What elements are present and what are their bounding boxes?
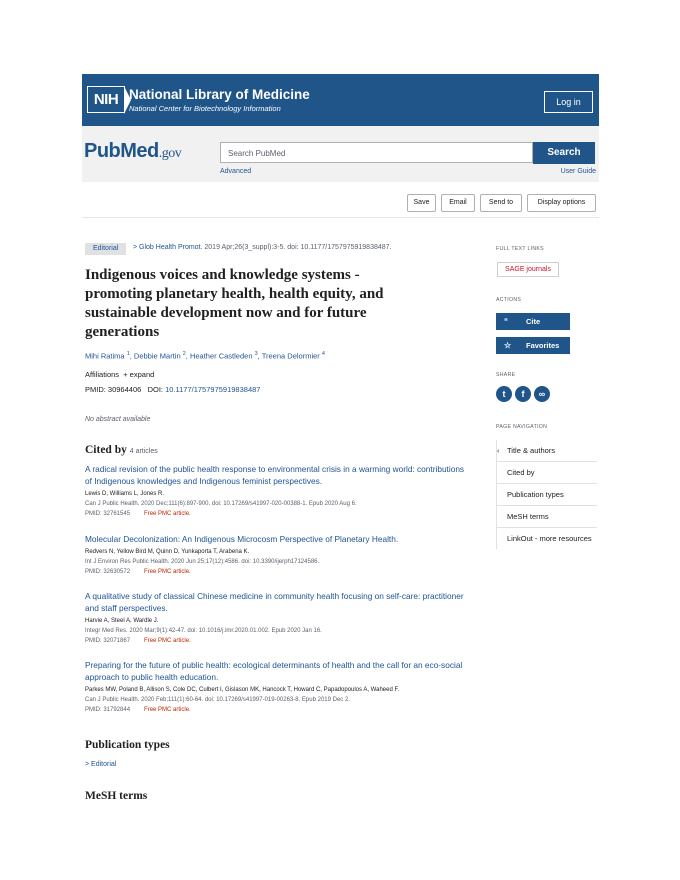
identifiers (85, 385, 260, 394)
cited-article-pmid: PMID: 32761545 (85, 511, 131, 517)
search-button[interactable]: Search (533, 142, 595, 164)
cited-article-reference: Can J Public Health. 2020 Feb;111(1):60-64. doi: 10.17269/s41997-019-00263-8. Epub 2019 Dec 2. (85, 697, 350, 703)
sage-journals-link[interactable]: SAGE journals (497, 262, 559, 277)
cited-by-title: Cited by (85, 444, 127, 456)
twitter-icon[interactable]: t (496, 386, 512, 402)
nav-label: Title & authors (507, 446, 556, 455)
author-link[interactable]: Treena Delormier (261, 351, 320, 361)
publication-type-link[interactable]: > Editorial (85, 761, 117, 768)
nav-publication-types[interactable] (497, 484, 597, 506)
cited-article-title[interactable]: A radical revision of the public health response to environmental crisis in a warming world: contributions of Indigenous knowledges and Indigenous feminist perspectives. (85, 464, 465, 486)
cited-article-authors: Harvie A, Steel A, Wardle J. (85, 618, 159, 624)
author-affiliation-number[interactable]: 2 (182, 351, 186, 357)
email-button[interactable]: Email (441, 194, 475, 212)
page-navigation (496, 440, 597, 549)
cited-article-pmid-row (85, 636, 465, 646)
cited-article-reference: Int J Environ Res Public Health. 2020 Jun 25;17(12):4586. doi: 10.3390/ijerph17124586. (85, 559, 320, 565)
favorites-button[interactable] (496, 337, 570, 354)
cited-article-title[interactable]: Preparing for the future of public health: ecological determinants of health and the call for an eco-social approach to public health education. (85, 660, 463, 682)
user-guide-link[interactable]: User Guide (560, 168, 596, 175)
permalink-icon[interactable]: ∞ (534, 386, 550, 402)
journal-link[interactable]: > Glob Health Promot. (133, 244, 203, 251)
doi-label: DOI: (147, 385, 163, 394)
cited-article (85, 533, 465, 577)
author-list: Mihi Ratima $^1$, Debbie Martin $^2$, Heather Castleden $^3$, Treena Delormier $^4$ (85, 351, 325, 361)
nih-header (82, 74, 599, 126)
pubmed-search-bar (82, 126, 599, 182)
cited-article-reference: Can J Public Health. 2020 Dec;111(6):897-900. doi: 10.17269/s41997-020-00388-1. Epub 2020 Aug 6. (85, 501, 357, 507)
cite-label: Cite (526, 317, 541, 326)
login-button[interactable]: Log in (544, 91, 593, 113)
send-to-button[interactable]: Send to (480, 194, 522, 212)
free-pmc-label: Free PMC article. (144, 569, 191, 575)
affiliations-row (85, 370, 154, 379)
cited-article-pmid-row (85, 567, 465, 577)
publication-type-badge: Editorial (85, 243, 126, 255)
favorites-label: Favorites (526, 341, 560, 350)
cited-article-title[interactable]: Molecular Decolonization: An Indigenous Microcosm Perspective of Planetary Health. (85, 534, 399, 544)
mesh-terms-heading: MeSH terms (85, 790, 148, 802)
nav-label: Cited by (507, 468, 535, 477)
nav-title-authors[interactable] (497, 440, 597, 462)
nav-cited-by[interactable] (497, 462, 597, 484)
pubmed-logo-text: PubMed (84, 140, 159, 162)
article-citation (133, 244, 391, 251)
affiliations-label: Affiliations (85, 370, 120, 379)
pmid: PMID: 30964406 (85, 385, 142, 394)
cite-button[interactable] (496, 313, 570, 330)
search-input[interactable]: Search PubMed (220, 142, 533, 163)
cited-article-title[interactable]: A qualitative study of classical Chinese medicine in community health focusing on self-care: practitioner and staff perspectives. (85, 591, 464, 613)
full-text-links-label: FULL TEXT LINKS (496, 246, 544, 252)
cited-by-count: 4 articles (129, 448, 158, 455)
cited-article (85, 659, 465, 715)
advanced-search-link[interactable]: Advanced (220, 168, 252, 175)
author-link[interactable]: Mihi Ratima (85, 351, 125, 361)
divider (82, 217, 599, 218)
pubmed-logo[interactable] (84, 140, 181, 163)
nav-label: Publication types (507, 490, 564, 499)
cited-article-authors: Redvers N, Yellow Bird M, Quinn D, Yunkaporta T, Arabena K. (85, 549, 250, 555)
author-link[interactable]: Heather Castleden (189, 351, 253, 361)
nih-logo[interactable]: NIH (87, 86, 125, 113)
display-options-button[interactable]: Display options (527, 194, 596, 212)
author-affiliation-number[interactable]: 3 (254, 351, 258, 357)
expand-affiliations-toggle[interactable]: + expand (123, 370, 155, 379)
cited-article-pmid-row (85, 509, 465, 519)
nav-label: LinkOut - more resources (507, 534, 592, 543)
author-affiliation-number[interactable]: 4 (321, 351, 325, 357)
citation-details: 2019 Apr;26(3_suppl):3-5. doi: 10.1177/1757975919838487. (202, 244, 392, 251)
cited-article-authors: Lewis D, Williams L, Jones R. (85, 491, 165, 497)
cited-article-authors: Parkes MW, Poland B, Allison S, Cole DC, Culbert I, Gislason MK, Hancock T, Howard C, Papadopoulos A, Waheed F. (85, 687, 400, 693)
pubmed-logo-suffix: .gov (158, 146, 182, 161)
author-link[interactable]: Debbie Martin (133, 351, 181, 361)
cited-article (85, 463, 465, 519)
share-label: SHARE (496, 372, 516, 378)
doi-link[interactable]: 10.1177/1757975919838487 (165, 385, 261, 394)
nav-linkout[interactable] (497, 528, 597, 549)
save-button[interactable]: Save (407, 194, 436, 212)
publication-types-heading: Publication types (85, 739, 170, 751)
cited-article-pmid-row (85, 705, 465, 715)
free-pmc-label: Free PMC article. (144, 638, 191, 644)
star-icon: ☆ (504, 341, 512, 350)
actions-label: ACTIONS (496, 297, 522, 303)
page-navigation-label: PAGE NAVIGATION (496, 424, 548, 430)
nih-title[interactable]: National Library of Medicine (129, 87, 310, 102)
cited-article-reference: Integr Med Res. 2020 Mar;9(1):42-47. doi: 10.1016/j.imr.2020.01.002. Epub 2020 Jan 16. (85, 628, 322, 634)
nav-mesh-terms[interactable] (497, 506, 597, 528)
free-pmc-label: Free PMC article. (144, 707, 191, 713)
cited-article (85, 590, 465, 646)
cited-article-pmid: PMID: 31792844 (85, 707, 131, 713)
no-abstract-note: No abstract available (85, 416, 151, 423)
article-title: Indigenous voices and knowledge systems - promoting planetary health, health equity, and sustainable development now and for future generations (85, 267, 384, 340)
cited-by-heading (85, 444, 158, 456)
chevron-left-icon: ‹ (497, 446, 500, 455)
free-pmc-label: Free PMC article. (144, 511, 191, 517)
author-affiliation-number[interactable]: 1 (126, 351, 130, 357)
facebook-icon[interactable]: f (515, 386, 531, 402)
nih-subtitle: National Center for Biotechnology Information (129, 104, 281, 113)
cited-article-pmid: PMID: 32071867 (85, 638, 131, 644)
cited-article-pmid: PMID: 32630572 (85, 569, 131, 575)
nav-label: MeSH terms (507, 512, 549, 521)
quote-icon: “ (504, 317, 508, 326)
